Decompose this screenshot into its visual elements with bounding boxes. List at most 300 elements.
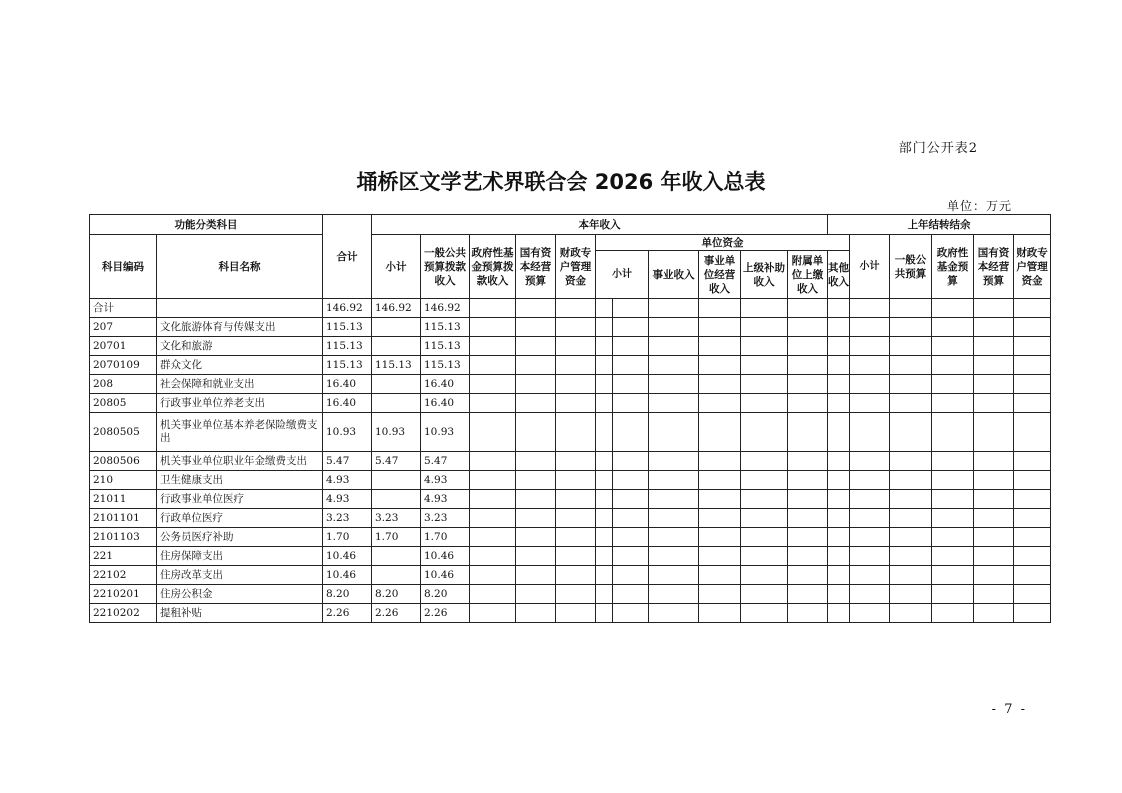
cell-empty — [470, 471, 516, 490]
table-row — [90, 490, 1051, 509]
cell-subtotal — [372, 394, 421, 413]
cell-empty — [649, 528, 699, 547]
cell-empty — [828, 490, 850, 509]
cell-name: 住房公积金 — [157, 585, 323, 604]
cell-total: 2.26 — [323, 604, 372, 623]
cell-empty — [850, 566, 890, 585]
cell-empty — [596, 509, 613, 528]
cell-empty — [890, 528, 932, 547]
cell-empty — [850, 452, 890, 471]
table-row — [90, 375, 1051, 394]
cell-empty — [699, 375, 741, 394]
header-subtotal: 小计 — [372, 235, 421, 299]
cell-subtotal — [372, 337, 421, 356]
cell-general-budget: 1.70 — [421, 528, 470, 547]
cell-empty — [649, 490, 699, 509]
header-code: 科目编码 — [90, 235, 157, 299]
cell-empty — [788, 413, 828, 452]
cell-empty — [516, 318, 556, 337]
cell-empty — [649, 566, 699, 585]
cell-general-budget: 8.20 — [421, 585, 470, 604]
table-row — [90, 299, 1051, 318]
cell-empty — [850, 318, 890, 337]
cell-empty — [516, 471, 556, 490]
cell-empty — [850, 413, 890, 452]
cell-empty — [890, 356, 932, 375]
cell-empty — [932, 318, 974, 337]
cell-subtotal: 2.26 — [372, 604, 421, 623]
cell-empty — [890, 299, 932, 318]
cell-empty — [556, 318, 596, 337]
cell-name: 机关事业单位职业年金缴费支出 — [157, 452, 323, 471]
cell-code: 2070109 — [90, 356, 157, 375]
table-row — [90, 337, 1051, 356]
header-unit-funds: 单位资金 — [596, 235, 850, 251]
header-gov-fund: 政府性基金预算拨款收入 — [470, 235, 516, 299]
cell-empty — [556, 413, 596, 452]
cell-empty — [932, 471, 974, 490]
page-number: - 7 - — [991, 702, 1027, 717]
cell-empty — [649, 471, 699, 490]
cell-empty — [649, 337, 699, 356]
cell-empty — [741, 547, 788, 566]
cell-empty — [974, 471, 1014, 490]
cell-empty — [649, 318, 699, 337]
cell-empty — [556, 547, 596, 566]
cell-empty — [850, 509, 890, 528]
cell-empty — [470, 566, 516, 585]
cell-code: 221 — [90, 547, 157, 566]
document-label: 部门公开表2 — [898, 141, 978, 156]
cell-empty — [470, 528, 516, 547]
cell-empty — [516, 490, 556, 509]
cell-empty — [828, 509, 850, 528]
cell-total: 16.40 — [323, 394, 372, 413]
header-uf-affiliated: 附属单位上缴收入 — [788, 251, 828, 299]
cell-empty — [932, 413, 974, 452]
header-prior-balance: 上年结转结余 — [828, 215, 1051, 235]
cell-empty — [850, 604, 890, 623]
cell-empty — [741, 337, 788, 356]
cell-empty — [470, 547, 516, 566]
cell-code: 22102 — [90, 566, 157, 585]
cell-empty — [788, 356, 828, 375]
cell-empty — [850, 490, 890, 509]
cell-empty — [516, 452, 556, 471]
cell-code: 2101101 — [90, 509, 157, 528]
cell-empty — [741, 604, 788, 623]
cell-empty — [974, 490, 1014, 509]
table-row — [90, 509, 1051, 528]
cell-empty — [516, 566, 556, 585]
cell-empty — [613, 566, 649, 585]
unit-label: 单位：万元 — [946, 199, 1012, 213]
cell-empty — [850, 528, 890, 547]
cell-empty — [699, 394, 741, 413]
cell-empty — [699, 318, 741, 337]
cell-empty — [516, 299, 556, 318]
cell-empty — [699, 585, 741, 604]
cell-empty — [596, 585, 613, 604]
cell-empty — [828, 356, 850, 375]
cell-empty — [788, 471, 828, 490]
cell-empty — [1014, 337, 1051, 356]
cell-empty — [850, 337, 890, 356]
cell-empty — [788, 604, 828, 623]
table-row — [90, 356, 1051, 375]
cell-empty — [596, 299, 613, 318]
cell-name: 住房保障支出 — [157, 547, 323, 566]
cell-empty — [516, 528, 556, 547]
cell-total: 146.92 — [323, 299, 372, 318]
cell-empty — [741, 318, 788, 337]
cell-empty — [516, 585, 556, 604]
cell-empty — [850, 375, 890, 394]
income-table — [89, 214, 1051, 623]
header-state-capital: 国有资本经营预算 — [516, 235, 556, 299]
cell-empty — [556, 528, 596, 547]
cell-empty — [516, 337, 556, 356]
cell-empty — [613, 490, 649, 509]
cell-empty — [596, 394, 613, 413]
cell-empty — [890, 547, 932, 566]
cell-empty — [699, 490, 741, 509]
cell-subtotal — [372, 547, 421, 566]
cell-empty — [974, 547, 1014, 566]
cell-empty — [741, 413, 788, 452]
cell-subtotal: 5.47 — [372, 452, 421, 471]
cell-subtotal — [372, 566, 421, 585]
cell-empty — [649, 413, 699, 452]
cell-empty — [470, 394, 516, 413]
cell-empty — [596, 356, 613, 375]
cell-empty — [470, 585, 516, 604]
cell-general-budget: 115.13 — [421, 356, 470, 375]
cell-empty — [649, 585, 699, 604]
header-total: 合计 — [323, 215, 372, 299]
cell-empty — [596, 337, 613, 356]
cell-empty — [649, 375, 699, 394]
cell-empty — [890, 413, 932, 452]
cell-general-budget: 5.47 — [421, 452, 470, 471]
cell-empty — [932, 509, 974, 528]
cell-name: 社会保障和就业支出 — [157, 375, 323, 394]
cell-empty — [974, 566, 1014, 585]
cell-empty — [596, 547, 613, 566]
cell-general-budget: 16.40 — [421, 375, 470, 394]
cell-empty — [828, 337, 850, 356]
cell-empty — [828, 547, 850, 566]
cell-empty — [699, 337, 741, 356]
cell-empty — [516, 604, 556, 623]
cell-name: 提租补贴 — [157, 604, 323, 623]
cell-empty — [516, 356, 556, 375]
header-uf-superior: 上级补助收入 — [741, 251, 788, 299]
cell-empty — [974, 509, 1014, 528]
cell-subtotal — [372, 375, 421, 394]
table-row — [90, 452, 1051, 471]
cell-empty — [828, 528, 850, 547]
cell-empty — [890, 375, 932, 394]
table-row — [90, 566, 1051, 585]
table-row — [90, 413, 1051, 452]
header-name: 科目名称 — [157, 235, 323, 299]
cell-empty — [932, 356, 974, 375]
cell-empty — [699, 547, 741, 566]
cell-empty — [699, 356, 741, 375]
cell-empty — [556, 585, 596, 604]
cell-empty — [932, 337, 974, 356]
cell-empty — [788, 547, 828, 566]
cell-empty — [596, 490, 613, 509]
cell-total: 115.13 — [323, 356, 372, 375]
cell-empty — [596, 452, 613, 471]
cell-general-budget: 2.26 — [421, 604, 470, 623]
cell-empty — [613, 356, 649, 375]
cell-empty — [788, 585, 828, 604]
cell-empty — [613, 585, 649, 604]
cell-empty — [613, 547, 649, 566]
cell-code: 2101103 — [90, 528, 157, 547]
cell-general-budget: 10.93 — [421, 413, 470, 452]
cell-total: 4.93 — [323, 490, 372, 509]
cell-empty — [741, 585, 788, 604]
header-pb-gov-fund: 政府性基金预算 — [932, 235, 974, 299]
cell-empty — [890, 318, 932, 337]
cell-empty — [974, 413, 1014, 452]
cell-empty — [1014, 356, 1051, 375]
cell-empty — [932, 585, 974, 604]
cell-empty — [974, 452, 1014, 471]
cell-empty — [850, 299, 890, 318]
cell-empty — [974, 318, 1014, 337]
cell-empty — [974, 528, 1014, 547]
cell-empty — [613, 604, 649, 623]
cell-empty — [699, 509, 741, 528]
cell-empty — [828, 452, 850, 471]
cell-general-budget: 146.92 — [421, 299, 470, 318]
cell-empty — [932, 394, 974, 413]
cell-empty — [556, 299, 596, 318]
cell-general-budget: 115.13 — [421, 337, 470, 356]
cell-name — [157, 299, 323, 318]
cell-code: 合计 — [90, 299, 157, 318]
cell-subtotal: 8.20 — [372, 585, 421, 604]
cell-empty — [1014, 490, 1051, 509]
cell-empty — [890, 585, 932, 604]
cell-empty — [1014, 566, 1051, 585]
cell-empty — [741, 356, 788, 375]
cell-empty — [613, 394, 649, 413]
header-current-income: 本年收入 — [372, 215, 828, 235]
cell-empty — [470, 337, 516, 356]
cell-empty — [932, 452, 974, 471]
cell-empty — [850, 585, 890, 604]
cell-name: 文化和旅游 — [157, 337, 323, 356]
table-row — [90, 604, 1051, 623]
cell-empty — [741, 375, 788, 394]
cell-empty — [890, 566, 932, 585]
cell-empty — [828, 318, 850, 337]
cell-empty — [1014, 509, 1051, 528]
cell-empty — [788, 318, 828, 337]
cell-empty — [890, 337, 932, 356]
cell-empty — [828, 413, 850, 452]
cell-total: 5.47 — [323, 452, 372, 471]
cell-empty — [556, 566, 596, 585]
header-pb-fiscal-special: 财政专户管理资金 — [1014, 235, 1051, 299]
cell-subtotal: 10.93 — [372, 413, 421, 452]
cell-empty — [932, 528, 974, 547]
cell-empty — [596, 375, 613, 394]
cell-empty — [741, 471, 788, 490]
cell-empty — [613, 413, 649, 452]
cell-subtotal — [372, 490, 421, 509]
cell-empty — [470, 413, 516, 452]
cell-empty — [470, 318, 516, 337]
cell-empty — [741, 452, 788, 471]
cell-code: 20805 — [90, 394, 157, 413]
cell-empty — [890, 471, 932, 490]
cell-empty — [556, 375, 596, 394]
cell-subtotal: 115.13 — [372, 356, 421, 375]
cell-name: 文化旅游体育与传媒支出 — [157, 318, 323, 337]
header-fiscal-special: 财政专户管理资金 — [556, 235, 596, 299]
cell-empty — [788, 490, 828, 509]
cell-empty — [974, 394, 1014, 413]
cell-empty — [828, 566, 850, 585]
cell-empty — [699, 452, 741, 471]
cell-empty — [828, 375, 850, 394]
cell-empty — [470, 604, 516, 623]
cell-empty — [613, 509, 649, 528]
header-general-budget: 一般公共预算拨款收入 — [421, 235, 470, 299]
cell-empty — [1014, 413, 1051, 452]
cell-empty — [932, 375, 974, 394]
cell-empty — [788, 452, 828, 471]
cell-empty — [516, 394, 556, 413]
cell-empty — [613, 318, 649, 337]
cell-empty — [516, 413, 556, 452]
cell-empty — [470, 452, 516, 471]
table-body — [90, 299, 1051, 623]
cell-empty — [850, 356, 890, 375]
cell-empty — [516, 509, 556, 528]
cell-empty — [1014, 471, 1051, 490]
cell-empty — [974, 299, 1014, 318]
cell-empty — [649, 509, 699, 528]
cell-empty — [741, 394, 788, 413]
table-row — [90, 471, 1051, 490]
cell-name: 住房改革支出 — [157, 566, 323, 585]
cell-total: 16.40 — [323, 375, 372, 394]
cell-code: 2080506 — [90, 452, 157, 471]
cell-empty — [556, 394, 596, 413]
cell-empty — [1014, 547, 1051, 566]
cell-empty — [613, 471, 649, 490]
cell-empty — [596, 471, 613, 490]
cell-total: 1.70 — [323, 528, 372, 547]
cell-empty — [596, 528, 613, 547]
cell-empty — [613, 528, 649, 547]
cell-empty — [741, 566, 788, 585]
cell-empty — [788, 394, 828, 413]
cell-empty — [649, 394, 699, 413]
cell-code: 2210201 — [90, 585, 157, 604]
cell-empty — [556, 452, 596, 471]
header-uf-subtotal: 小计 — [596, 251, 649, 299]
cell-name: 行政事业单位养老支出 — [157, 394, 323, 413]
cell-empty — [1014, 452, 1051, 471]
cell-empty — [699, 566, 741, 585]
cell-empty — [1014, 394, 1051, 413]
cell-empty — [890, 604, 932, 623]
cell-empty — [1014, 528, 1051, 547]
cell-empty — [699, 528, 741, 547]
cell-empty — [828, 471, 850, 490]
cell-empty — [649, 299, 699, 318]
cell-empty — [649, 452, 699, 471]
cell-empty — [788, 528, 828, 547]
cell-total: 8.20 — [323, 585, 372, 604]
cell-empty — [974, 356, 1014, 375]
cell-empty — [788, 566, 828, 585]
cell-empty — [850, 547, 890, 566]
cell-code: 20701 — [90, 337, 157, 356]
cell-general-budget: 3.23 — [421, 509, 470, 528]
cell-code: 210 — [90, 471, 157, 490]
cell-empty — [741, 299, 788, 318]
cell-empty — [1014, 375, 1051, 394]
cell-empty — [974, 585, 1014, 604]
cell-total: 10.46 — [323, 566, 372, 585]
cell-general-budget: 10.46 — [421, 547, 470, 566]
cell-total: 10.46 — [323, 547, 372, 566]
header-uf-other: 其他收入 — [828, 251, 850, 299]
cell-empty — [850, 471, 890, 490]
cell-name: 群众文化 — [157, 356, 323, 375]
cell-empty — [741, 490, 788, 509]
cell-empty — [1014, 585, 1051, 604]
table-row — [90, 318, 1051, 337]
cell-empty — [828, 299, 850, 318]
header-uf-business: 事业收入 — [649, 251, 699, 299]
cell-empty — [556, 509, 596, 528]
cell-subtotal: 3.23 — [372, 509, 421, 528]
cell-general-budget: 4.93 — [421, 471, 470, 490]
cell-empty — [470, 375, 516, 394]
cell-empty — [613, 375, 649, 394]
cell-empty — [828, 585, 850, 604]
cell-empty — [788, 337, 828, 356]
cell-total: 10.93 — [323, 413, 372, 452]
cell-empty — [741, 528, 788, 547]
cell-empty — [613, 452, 649, 471]
cell-empty — [932, 604, 974, 623]
header-pb-state-capital: 国有资本经营预算 — [974, 235, 1014, 299]
header-pb-general: 一般公共预算 — [890, 235, 932, 299]
cell-empty — [974, 604, 1014, 623]
cell-subtotal — [372, 318, 421, 337]
header-uf-operating: 事业单位经营收入 — [699, 251, 741, 299]
cell-empty — [470, 356, 516, 375]
cell-empty — [1014, 318, 1051, 337]
cell-empty — [828, 394, 850, 413]
cell-empty — [613, 337, 649, 356]
cell-empty — [613, 299, 649, 318]
cell-total: 115.13 — [323, 337, 372, 356]
cell-general-budget: 4.93 — [421, 490, 470, 509]
